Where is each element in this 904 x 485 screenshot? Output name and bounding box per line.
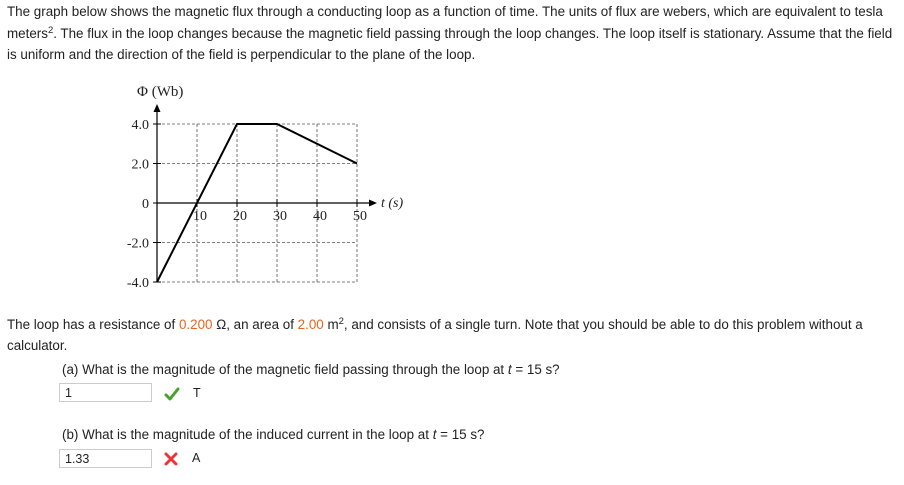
resistance-value: 0.200: [178, 317, 213, 332]
x-tick-label: 30: [273, 209, 287, 224]
x-tick-label: 40: [313, 209, 327, 224]
intro-part2: . The flux in the loop changes because the magnetic field passing through the loop changes. The loop itself is stationary. Assume that the field is uniform and the direction of the field is perpendicular to the plane of the loop.: [7, 25, 893, 62]
intro-text: [7, 1, 899, 66]
question-a-prefix: (a) What is the magnitude of the magnetic field passing through the loop at: [62, 362, 508, 377]
answer-a-input[interactable]: 1: [59, 383, 152, 402]
y-axis-label: Φ (Wb): [137, 84, 184, 100]
x-tick-label: 10: [193, 209, 207, 224]
question-b-var: t: [432, 427, 437, 442]
y-axis-arrow: [154, 104, 161, 112]
x-mark-icon: [163, 451, 179, 467]
question-b: [62, 427, 484, 442]
x-axis-label: t (s): [381, 196, 404, 211]
question-a: [62, 362, 560, 377]
y-tick-label: -4.0: [126, 276, 149, 291]
question-b-prefix: (b) What is the magnitude of the induced current in the loop at: [62, 427, 433, 442]
check-icon: [164, 386, 180, 402]
problem-part1: The loop has a resistance of: [7, 317, 179, 332]
y-tick-label: -2.0: [126, 236, 149, 252]
answer-a-unit: T: [193, 386, 201, 400]
x-tick-label: 50: [353, 209, 367, 224]
x-tick-label: 20: [233, 209, 247, 224]
area-value: 2.00: [297, 317, 324, 332]
problem-part2: Ω, an area of: [212, 317, 298, 332]
answer-b-unit: A: [192, 451, 201, 465]
problem-text: [7, 314, 887, 356]
problem-part4: , and consists of a single turn. Note that you should be able to do this problem without a calculator.: [7, 317, 863, 353]
problem-sup: 2: [338, 316, 344, 327]
x-axis-arrow: [369, 200, 377, 207]
intro-sup: 2: [47, 24, 54, 36]
intro-part1: The graph below shows the magnetic flux through a conducting loop as a function of time. The units of flux are webers, which are equivalent to tesla meters: [7, 4, 883, 41]
y-tick-label: 2.0: [131, 157, 149, 173]
y-tick-label: 4.0: [131, 118, 149, 133]
question-b-suffix: = 15 s?: [436, 427, 485, 442]
answer-b-input[interactable]: 1.33: [59, 449, 152, 468]
question-a-suffix: = 15 s?: [511, 362, 560, 377]
y-tick-label: 0: [142, 197, 149, 212]
flux-graph: [105, 76, 435, 304]
problem-part3: m: [323, 317, 339, 332]
question-a-var: t: [507, 362, 512, 377]
